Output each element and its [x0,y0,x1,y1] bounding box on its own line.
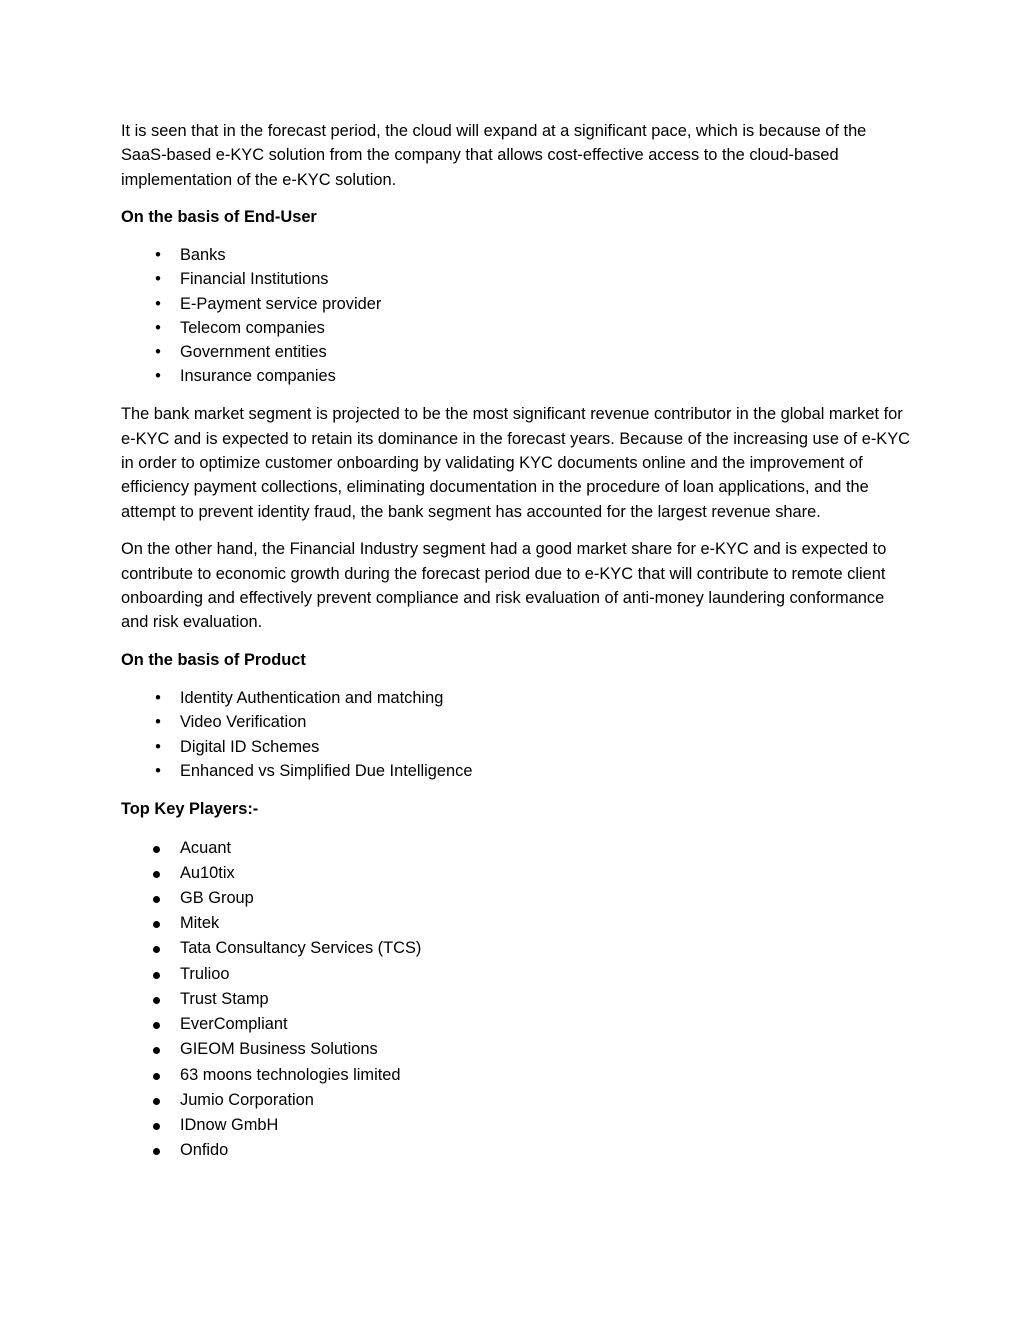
bullet-dot-icon [153,972,160,979]
list-item [121,936,911,961]
list-item-text: GIEOM Business Solutions [180,1040,378,1059]
bullet-dot-icon [153,946,160,953]
list-item-text: IDnow GmbH [180,1115,279,1134]
bullet-dot-icon [153,896,160,903]
list-item [121,886,911,911]
bullet-dot-icon [153,1022,160,1029]
list-item-text: E-Payment service provider [180,294,382,313]
bank-segment-paragraph: The bank market segment is projected to be the most significant revenue contributor in the global market for e-KYC and is expected to retain its dominance in the forecast years. Because of the increasing use of e-KYC in order to optimize customer onboarding by validating KYC documents online and the improvement of efficiency payment collections, eliminating documentation in the procedure of loan applications, and the attempt to prevent identity fraud, the bank segment has accounted for the largest revenue share. [121,405,910,521]
bullet-dot-icon [153,1047,160,1054]
bullet-glyph: • [155,318,161,337]
list-item [121,267,911,291]
list-item [121,962,911,987]
financial-industry-paragraph: On the other hand, the Financial Industry segment had a good market share for e-KYC and is expected to contribute to economic growth during the forecast period due to e-KYC that will contribute to remote client onboarding and effectively prevent compliance and risk evaluation of anti-money laundering conformance and risk evaluation. [121,540,887,632]
bullet-dot-icon [153,1148,160,1155]
bullet-dot-icon [153,871,160,878]
list-item-text: Financial Institutions [180,270,329,289]
list-item [121,911,911,936]
list-item [121,364,911,388]
list-item [121,316,911,340]
intro-paragraph: It is seen that in the forecast period, the cloud will expand at a significant pace, which is because of the SaaS-based e-KYC solution from the company that allows cost-effective access to the cloud-based implementation of the e-KYC solution. [121,122,867,189]
list-item-text: Insurance companies [180,367,336,386]
list-item-text: Jumio Corporation [180,1090,314,1109]
bullet-glyph: • [155,367,161,386]
list-item [121,340,911,364]
key-players-heading: Top Key Players:- [121,799,259,818]
bullet-glyph: • [155,713,161,732]
list-item-text: Tata Consultancy Services (TCS) [180,939,422,958]
bullet-dot-icon [153,1123,160,1130]
list-item-text: Enhanced vs Simplified Due Intelligence [180,761,473,780]
bullet-glyph: • [155,689,161,708]
list-item [121,759,911,783]
list-item-text: Trulioo [180,964,230,983]
list-item [121,292,911,316]
list-item-text: Au10tix [180,863,235,882]
end-user-heading: On the basis of End-User [121,208,317,227]
bullet-dot-icon [153,921,160,928]
list-item [121,861,911,886]
list-item [121,710,911,734]
bullet-dot-icon [153,846,160,853]
bullet-dot-icon [153,997,160,1004]
list-item [121,686,911,710]
list-item [121,1138,911,1163]
list-item [121,1113,911,1138]
list-item-text: Banks [180,245,226,264]
list-item-text: 63 moons technologies limited [180,1065,401,1084]
list-item-text: EverCompliant [180,1015,288,1034]
product-heading: On the basis of Product [121,651,306,670]
list-item [121,1088,911,1113]
list-item [121,1063,911,1088]
list-item-text: Onfido [180,1141,229,1160]
list-item [121,836,911,861]
product-list [121,686,911,783]
list-item [121,1037,911,1062]
list-item-text: Trust Stamp [180,989,269,1008]
list-item-text: Telecom companies [180,318,325,337]
bullet-glyph: • [155,343,161,362]
bullet-dot-icon [153,1073,160,1080]
list-item-text: Acuant [180,838,232,857]
list-item-text: Mitek [180,914,220,933]
bullet-glyph: • [155,737,161,756]
list-item-text: Government entities [180,343,327,362]
list-item [121,735,911,759]
list-item [121,1012,911,1037]
bullet-glyph: • [155,294,161,313]
list-item-text: GB Group [180,889,254,908]
list-item [121,243,911,267]
list-item-text: Identity Authentication and matching [180,689,444,708]
bullet-glyph: • [155,270,161,289]
key-players-list [121,836,911,1164]
bullet-glyph: • [155,245,161,264]
list-item-text: Digital ID Schemes [180,737,320,756]
bullet-glyph: • [155,761,161,780]
document-page [121,119,911,1177]
list-item-text: Video Verification [180,713,307,732]
list-item [121,987,911,1012]
bullet-dot-icon [153,1098,160,1105]
end-user-list [121,243,911,389]
